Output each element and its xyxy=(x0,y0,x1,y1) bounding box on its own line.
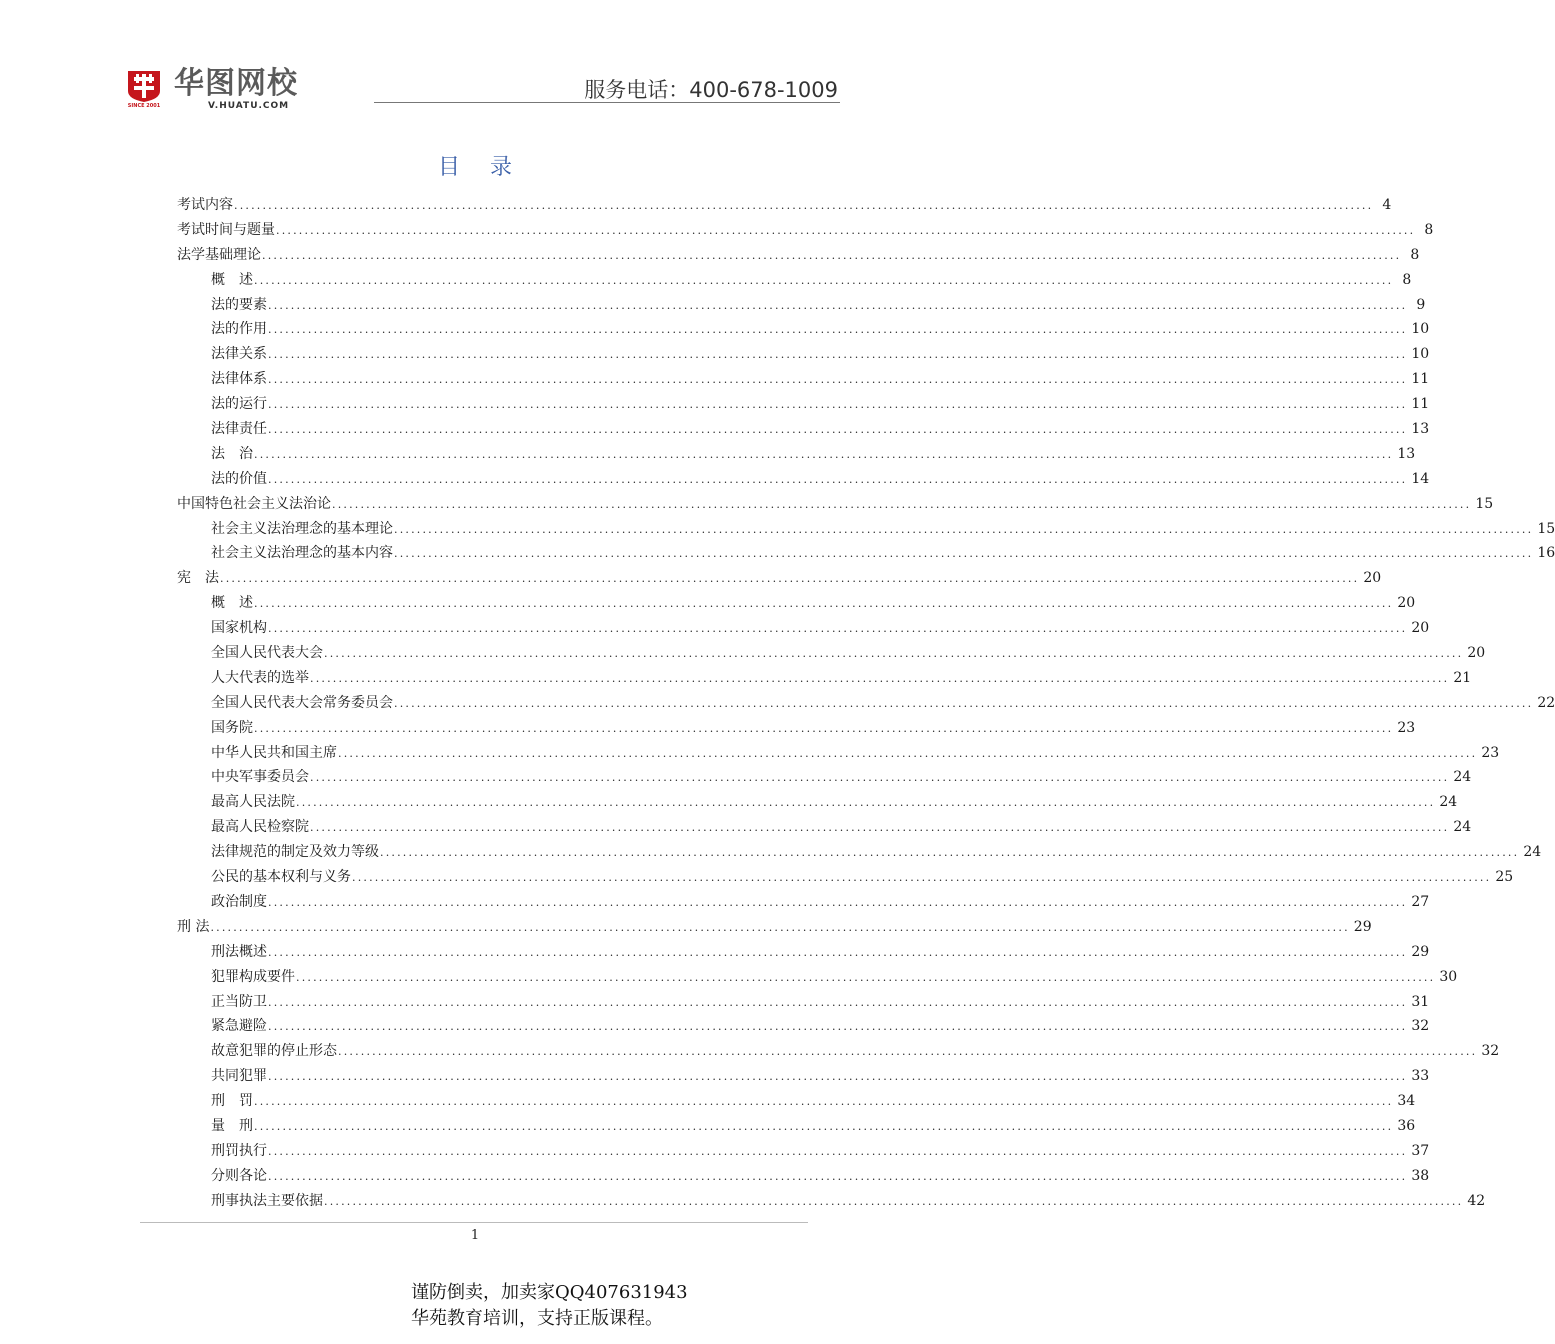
toc-entry-label: 考试内容 xyxy=(177,197,233,213)
toc-entry-label: 最高人民法院 xyxy=(211,794,295,811)
toc-entry-label: 刑法概述 xyxy=(211,943,267,960)
toc-leader-dots: ........................................................................................................................................................................................................ xyxy=(268,348,1408,362)
toc-leader-dots: ........................................................................................................................................................................................................ xyxy=(394,522,1534,536)
toc-leader-dots: ........................................................................................................................................................................................................ xyxy=(394,696,1534,710)
toc-entry[interactable] xyxy=(177,541,1555,566)
toc-entry[interactable] xyxy=(177,566,1382,591)
toc-leader-dots: ........................................................................................................................................................................................................ xyxy=(380,846,1520,860)
toc-leader-dots: ........................................................................................................................................................................................................ xyxy=(268,1070,1408,1084)
toc-leader-dots: ........................................................................................................................................................................................................ xyxy=(268,472,1408,486)
toc-entry-page: 10 xyxy=(1411,321,1430,338)
toc-entry-page: 25 xyxy=(1495,869,1514,886)
toc-entry[interactable] xyxy=(177,790,1458,815)
toc-entry-page: 13 xyxy=(1411,421,1430,438)
toc-entry-page: 27 xyxy=(1411,893,1430,910)
toc-entry[interactable] xyxy=(177,268,1412,293)
toc-entry-page: 15 xyxy=(1475,495,1494,512)
toc-entry-label: 社会主义法治理念的基本内容 xyxy=(211,545,393,562)
toc-entry-page: 37 xyxy=(1411,1142,1430,1159)
toc-entry-page: 8 xyxy=(1424,221,1434,238)
toc-entry[interactable] xyxy=(177,691,1555,716)
toc-entry-page: 13 xyxy=(1397,445,1416,462)
toc-entry[interactable] xyxy=(177,890,1430,915)
toc-entry-label: 刑 罚 xyxy=(211,1093,253,1110)
toc-leader-dots: ........................................................................................................................................................................................................ xyxy=(332,497,1472,511)
toc-entry[interactable] xyxy=(177,342,1430,367)
notice-line-1: 谨防倒卖，加卖家QQ407631943 xyxy=(411,1282,688,1303)
toc-entry[interactable] xyxy=(177,815,1472,840)
toc-leader-dots: ........................................................................................................................................................................................................ xyxy=(338,746,1478,760)
toc-leader-dots: ........................................................................................................................................................................................................ xyxy=(268,945,1408,959)
toc-entry[interactable] xyxy=(177,616,1430,641)
toc-entry[interactable] xyxy=(177,442,1416,467)
toc-leader-dots: ........................................................................................................................................................................................................ xyxy=(268,398,1408,412)
toc-entry-page: 29 xyxy=(1353,918,1372,935)
toc-entry-page: 20 xyxy=(1467,645,1486,662)
toc-entry-label: 分则各论 xyxy=(211,1167,267,1184)
toc-entry[interactable] xyxy=(177,467,1430,492)
toc-entry-page: 36 xyxy=(1397,1117,1416,1134)
toc-entry[interactable] xyxy=(177,218,1434,243)
toc-entry[interactable] xyxy=(177,1039,1500,1064)
toc-entry-page: 24 xyxy=(1453,769,1472,786)
toc-entry-label: 正当防卫 xyxy=(211,993,267,1010)
toc-entry-page: 33 xyxy=(1411,1068,1430,1085)
toc-entry-label: 刑事执法主要依据 xyxy=(211,1192,323,1209)
toc-entry[interactable] xyxy=(177,392,1430,417)
toc-leader-dots: ........................................................................................................................................................................................................ xyxy=(210,920,1350,934)
toc-entry-label: 故意犯罪的停止形态 xyxy=(211,1043,337,1060)
toc-leader-dots: ........................................................................................................................................................................................................ xyxy=(352,871,1492,885)
toc-leader-dots: ........................................................................................................................................................................................................ xyxy=(394,547,1534,561)
toc-entry-label: 法律规范的制定及效力等级 xyxy=(211,844,379,861)
toc-entry-label: 国家机构 xyxy=(211,620,267,637)
toc-entry[interactable] xyxy=(177,1089,1416,1114)
toc-entry-label: 概 述 xyxy=(211,595,253,612)
toc-leader-dots: ........................................................................................................................................................................................................ xyxy=(234,199,1374,212)
toc-entry[interactable] xyxy=(177,293,1426,318)
toc-entry-page: 10 xyxy=(1411,346,1430,363)
toc-leader-dots: ........................................................................................................................................................................................................ xyxy=(254,597,1394,611)
toc-entry-label: 政治制度 xyxy=(211,893,267,910)
service-phone: 服务电话：400-678-1009 xyxy=(584,78,838,102)
logo-wordmark: 华图网校 xyxy=(174,66,298,101)
toc-leader-dots: ........................................................................................................................................................................................................ xyxy=(268,1020,1408,1034)
toc-entry-label: 法的运行 xyxy=(211,396,267,413)
toc-leader-dots: ........................................................................................................................................................................................................ xyxy=(310,771,1450,785)
brand-logo xyxy=(126,66,298,111)
toc-entry-page: 20 xyxy=(1397,595,1416,612)
toc-entry-page: 24 xyxy=(1523,844,1542,861)
toc-entry-page: 31 xyxy=(1411,993,1430,1010)
toc-entry-page: 20 xyxy=(1363,570,1382,587)
toc-entry[interactable] xyxy=(177,492,1494,517)
toc-leader-dots: ........................................................................................................................................................................................................ xyxy=(254,273,1394,287)
toc-entry-page: 20 xyxy=(1411,620,1430,637)
toc-entry-page: 8 xyxy=(1402,271,1412,288)
toc-entry-page: 4 xyxy=(1382,197,1392,213)
toc-entry[interactable] xyxy=(177,741,1500,766)
toc-entry-page: 21 xyxy=(1453,669,1472,686)
toc-entry[interactable] xyxy=(177,666,1472,691)
toc-entry-label: 人大代表的选举 xyxy=(211,669,309,686)
toc-leader-dots: ........................................................................................................................................................................................................ xyxy=(220,572,1360,586)
toc-entry[interactable] xyxy=(177,417,1430,442)
toc-entry[interactable] xyxy=(177,641,1486,666)
huatu-emblem-icon xyxy=(126,69,160,111)
toc-leader-dots: ........................................................................................................................................................................................................ xyxy=(324,1194,1464,1208)
toc-entry[interactable] xyxy=(177,243,1420,268)
toc-entry[interactable] xyxy=(177,1164,1430,1189)
toc-entry[interactable] xyxy=(177,591,1416,616)
toc-entry-label: 刑 法 xyxy=(177,918,210,935)
toc-leader-dots: ........................................................................................................................................................................................................ xyxy=(254,447,1394,461)
toc-entry-label: 社会主义法治理念的基本理论 xyxy=(211,520,393,537)
toc-entry-label: 共同犯罪 xyxy=(211,1068,267,1085)
toc-leader-dots: ........................................................................................................................................................................................................ xyxy=(268,895,1408,909)
toc-leader-dots: ........................................................................................................................................................................................................ xyxy=(296,796,1436,810)
toc-entry-label: 法的价值 xyxy=(211,470,267,487)
toc-entry-page: 11 xyxy=(1411,396,1430,413)
toc-entry[interactable] xyxy=(177,1114,1416,1139)
toc-entry-page: 14 xyxy=(1411,470,1430,487)
toc-entry[interactable] xyxy=(177,1014,1430,1039)
toc-leader-dots: ........................................................................................................................................................................................................ xyxy=(268,622,1408,636)
toc-entry-page: 32 xyxy=(1481,1043,1500,1060)
logo-since-text: SINCE 2001 xyxy=(127,103,161,109)
toc-list xyxy=(177,193,1555,1214)
toc-entry[interactable] xyxy=(177,1064,1430,1089)
toc-leader-dots: ........................................................................................................................................................................................................ xyxy=(296,970,1436,984)
toc-entry[interactable] xyxy=(177,716,1416,741)
toc-entry[interactable] xyxy=(177,367,1430,392)
toc-entry-label: 法律关系 xyxy=(211,346,267,363)
toc-entry-label: 概 述 xyxy=(211,271,253,288)
toc-entry-label: 中央军事委员会 xyxy=(211,769,309,786)
toc-entry-page: 15 xyxy=(1537,520,1555,537)
toc-leader-dots: ........................................................................................................................................................................................................ xyxy=(310,671,1450,685)
toc-entry-page: 16 xyxy=(1537,545,1555,562)
toc-leader-dots: ........................................................................................................................................................................................................ xyxy=(268,298,1408,312)
toc-entry-label: 最高人民检察院 xyxy=(211,819,309,836)
toc-entry-page: 32 xyxy=(1411,1018,1430,1035)
footer-divider xyxy=(140,1222,808,1223)
toc-leader-dots: ........................................................................................................................................................................................................ xyxy=(310,821,1450,835)
toc-leader-dots: ........................................................................................................................................................................................................ xyxy=(254,1119,1394,1133)
toc-entry-label: 全国人民代表大会 xyxy=(211,645,323,662)
toc-entry-label: 考试时间与题量 xyxy=(177,221,275,238)
toc-entry-label: 中华人民共和国主席 xyxy=(211,744,337,761)
toc-entry[interactable] xyxy=(177,840,1542,865)
toc-leader-dots: ........................................................................................................................................................................................................ xyxy=(324,647,1464,661)
toc-entry-label: 量 刑 xyxy=(211,1117,253,1134)
toc-entry-label: 全国人民代表大会常务委员会 xyxy=(211,694,393,711)
toc-entry[interactable] xyxy=(177,517,1555,542)
toc-entry-label: 宪 法 xyxy=(177,570,219,587)
toc-entry-page: 29 xyxy=(1411,943,1430,960)
toc-leader-dots: ........................................................................................................................................................................................................ xyxy=(268,423,1408,437)
toc-entry[interactable] xyxy=(177,915,1372,940)
toc-entry-label: 国务院 xyxy=(211,719,253,736)
toc-leader-dots: ........................................................................................................................................................................................................ xyxy=(254,1095,1394,1109)
toc-entry[interactable] xyxy=(177,1189,1486,1214)
toc-entry-page: 34 xyxy=(1397,1093,1416,1110)
toc-entry[interactable] xyxy=(177,765,1472,790)
toc-entry-label: 法的要素 xyxy=(211,296,267,313)
toc-entry-page: 24 xyxy=(1439,794,1458,811)
toc-entry[interactable] xyxy=(177,193,1392,218)
toc-entry-page: 38 xyxy=(1411,1167,1430,1184)
toc-entry[interactable] xyxy=(177,317,1430,342)
toc-entry-label: 法的作用 xyxy=(211,321,267,338)
toc-entry-page: 23 xyxy=(1481,744,1500,761)
toc-entry-label: 犯罪构成要件 xyxy=(211,968,295,985)
toc-leader-dots: ........................................................................................................................................................................................................ xyxy=(276,223,1416,237)
toc-entry-label: 中国特色社会主义法治论 xyxy=(177,495,331,512)
toc-entry-page: 24 xyxy=(1453,819,1472,836)
toc-entry-page: 11 xyxy=(1411,371,1430,388)
toc-leader-dots: ........................................................................................................................................................................................................ xyxy=(262,248,1402,262)
toc-entry[interactable] xyxy=(177,1139,1430,1164)
header-divider xyxy=(374,102,840,103)
toc-entry[interactable] xyxy=(177,940,1430,965)
toc-leader-dots: ........................................................................................................................................................................................................ xyxy=(268,373,1408,387)
toc-entry-label: 刑罚执行 xyxy=(211,1142,267,1159)
toc-entry-label: 紧急避险 xyxy=(211,1018,267,1035)
toc-entry-label: 法 治 xyxy=(211,445,253,462)
toc-entry-page: 23 xyxy=(1397,719,1416,736)
toc-entry-label: 公民的基本权利与义务 xyxy=(211,869,351,886)
toc-leader-dots: ........................................................................................................................................................................................................ xyxy=(254,721,1394,735)
toc-leader-dots: ........................................................................................................................................................................................................ xyxy=(268,995,1408,1009)
toc-leader-dots: ........................................................................................................................................................................................................ xyxy=(268,323,1408,337)
notice-line-2: 华苑教育培训，支持正版课程。 xyxy=(411,1308,663,1329)
toc-entry-page: 22 xyxy=(1537,694,1555,711)
toc-entry[interactable] xyxy=(177,865,1514,890)
toc-entry-label: 法律体系 xyxy=(211,371,267,388)
page-number: 1 xyxy=(470,1228,480,1243)
toc-leader-dots: ........................................................................................................................................................................................................ xyxy=(338,1045,1478,1059)
toc-entry-page: 30 xyxy=(1439,968,1458,985)
toc-entry[interactable] xyxy=(177,990,1430,1015)
toc-entry-page: 42 xyxy=(1467,1192,1486,1209)
toc-entry-page: 9 xyxy=(1416,296,1426,313)
toc-entry-label: 法学基础理论 xyxy=(177,246,261,263)
footer-notice xyxy=(411,1280,688,1332)
toc-entry[interactable] xyxy=(177,965,1458,990)
toc-title: 目录 xyxy=(437,155,542,180)
toc-entry-page: 8 xyxy=(1410,246,1420,263)
toc-leader-dots: ........................................................................................................................................................................................................ xyxy=(268,1144,1408,1158)
logo-url: V.HUATU.COM xyxy=(208,101,290,111)
toc-leader-dots: ........................................................................................................................................................................................................ xyxy=(268,1169,1408,1183)
toc-entry-label: 法律责任 xyxy=(211,421,267,438)
